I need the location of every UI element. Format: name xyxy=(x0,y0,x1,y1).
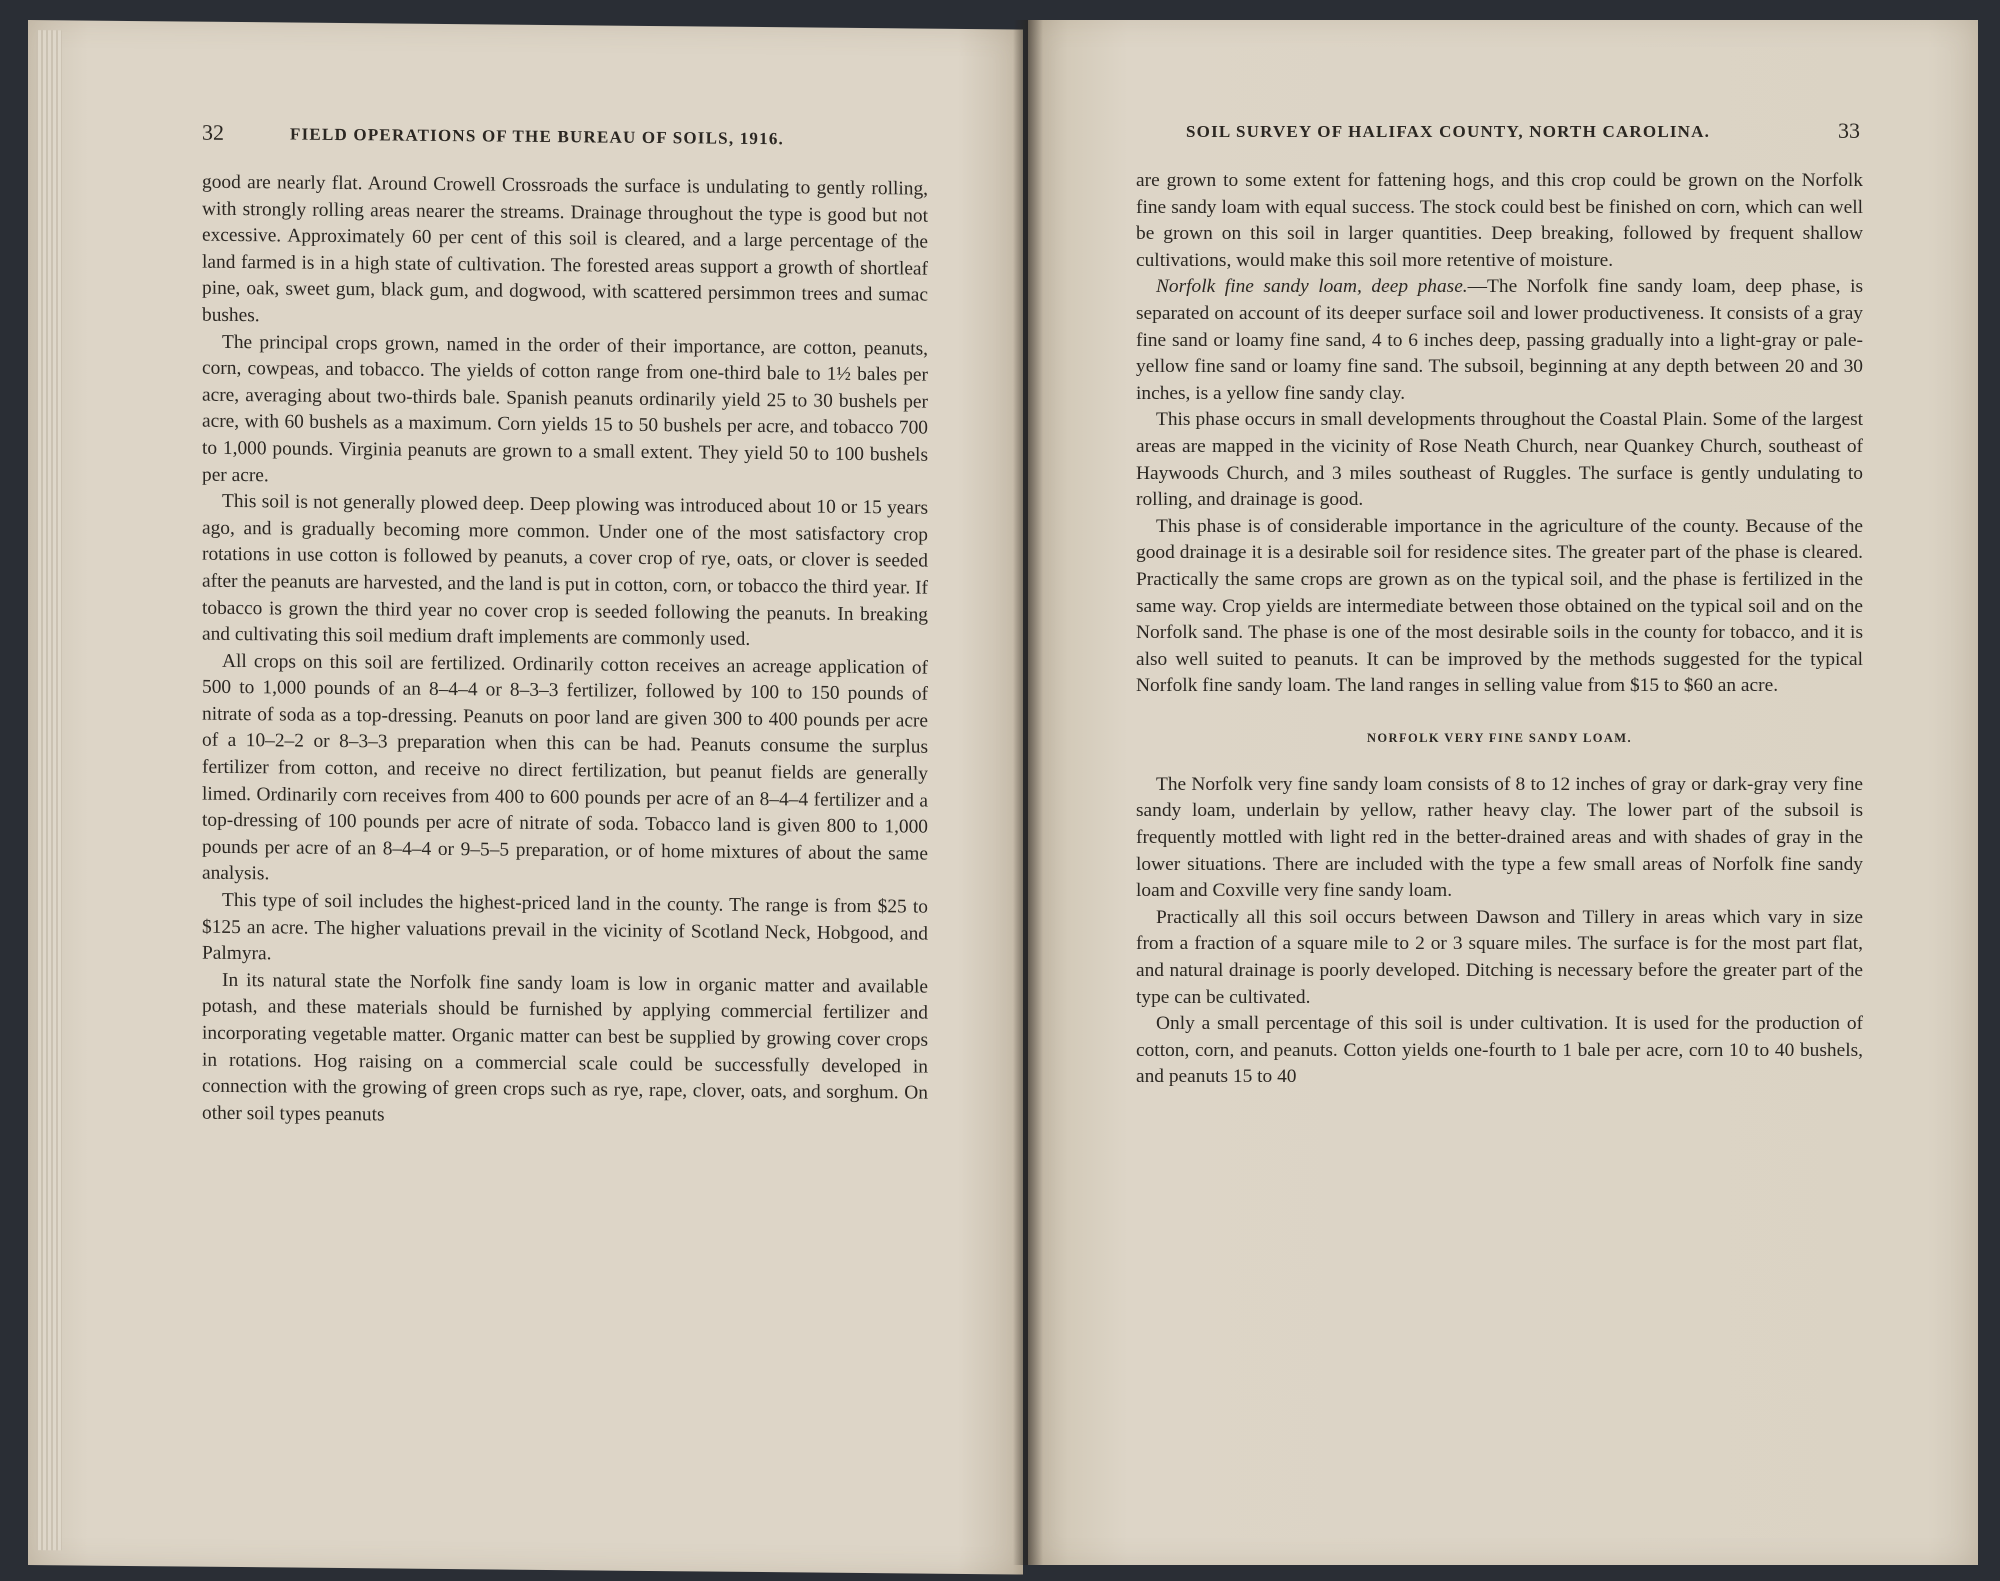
paragraph: The Norfolk very fine sandy loam consists of 8 to 12 inches of gray or dark-gray very fine sandy loam, underlain by yellow, rather heavy clay. The lower part of the subsoil is frequently mottled with light red in the better-drained areas and with shades of gray in the lower situations. There are included with the type a few small areas of Norfolk fine sandy loam and Coxville very fine sandy loam. xyxy=(1136,773,1863,902)
page-number: 32 xyxy=(202,119,224,145)
page-edges xyxy=(36,30,62,1550)
left-page xyxy=(28,20,1023,1575)
paragraph: are grown to some extent for fattening hogs, and this crop could be grown on the Norfolk fine sandy loam with equal success. The stock could best be finished on corn, which can well be grown on this soil in larger quantities. Deep breaking, followed by frequent shallow cultivations, would make this soil more retentive of moisture. xyxy=(1136,170,1863,271)
paragraph: This phase is of considerable importance in the agriculture of the county. Because of the good drainage it is a desirable soil for residence sites. The greater part of the phase is cleared. Practically the same crops are grown as on the typical soil, and the phase is fertilized in the same way. Crop yields are intermediate between those obtained on the typical soil and on the Norfolk sand. The phase is one of the most desirable soils in the county for tobacco, and it is also well suited to peanuts. It can be improved by the methods suggested for the typical Norfolk fine sandy loam. The land ranges in selling value from $15 to $60 an acre. xyxy=(1136,515,1863,697)
body-text xyxy=(1136,168,1863,1091)
running-head xyxy=(28,120,1023,160)
paragraph: The principal crops grown, named in the order of their importance, are cotton, peanuts, corn, cowpeas, and tobacco. The yields of cotton range from one-third bale to 1½ bales per acre, averaging about two-thirds bale. Spanish peanuts ordinarily yield 25 to 30 bushels per acre, with 60 bushels as a maximum. Corn yields 15 to 50 bushels per acre, and tobacco 700 to 1,000 pounds. Virginia peanuts are grown to a small extent. They yield 50 to 100 bushels per acre. xyxy=(202,331,928,486)
paragraph: This phase occurs in small developments throughout the Coastal Plain. Some of the largest areas are mapped in the vicinity of Rose Neath Church, near Quankey Church, southeast of Haywoods Church, and 3 miles southeast of Ruggles. The surface is gently undulating to rolling, and drainage is good. xyxy=(1136,409,1863,511)
page-number: 33 xyxy=(1838,118,1860,143)
open-book xyxy=(28,20,1978,1565)
running-head-title: SOIL SURVEY OF HALIFAX COUNTY, NORTH CAROLINA. xyxy=(1186,122,1711,141)
deep-phase-text: —The Norfolk fine sandy loam, deep phase, is separated on account of its deeper surface soil and lower productiveness. It consists of a gray fine sand or loamy fine sand, 4 to 6 inches deep, passing gradually into a light-gray or pale-yellow fine sand or loamy fine sand. The subsoil, beginning at any depth between 20 and 30 inches, is a yellow fine sandy clay. xyxy=(1136,276,1863,404)
deep-phase-title: Norfolk fine sandy loam, deep phase. xyxy=(1156,276,1468,298)
paragraph: This soil is not generally plowed deep. Deep plowing was introduced about 10 or 15 years ago, and is gradually becoming more common. Under one of the most satisfactory crop rotations in use cotton is followed by peanuts, a cover crop of rye, oats, or clover is seeded after the peanuts are harvested, and the land is put in cotton, corn, or tobacco the third year. If tobacco is grown the third year no cover crop is seeded following the peanuts. In breaking and cultivating this soil medium draft implements are commonly used. xyxy=(202,490,928,651)
running-head xyxy=(1028,120,1978,150)
paragraph: good are nearly flat. Around Crowell Crossroads the surface is undulating to gently rolling, with strongly rolling areas nearer the streams. Drainage throughout the type is good but not excessive. Approximately 60 per cent of this soil is cleared, and a large percentage of the land farmed is in a high state of cultivation. The forested areas support a growth of shortleaf pine, oak, sweet gum, black gum, and dogwood, with scattered persimmon trees and sumac bushes. xyxy=(202,171,928,327)
right-page xyxy=(1028,20,1978,1565)
deep-phase-paragraph xyxy=(1136,274,1863,407)
running-head-title: FIELD OPERATIONS OF THE BUREAU OF SOILS, 1916. xyxy=(290,124,784,149)
paragraph: In its natural state the Norfolk fine sandy loam is low in organic matter and available potash, and these materials should be furnished by applying commercial fertilizer and incorporating vegetable matter. Organic matter can best be supplied by growing cover crops in rotations. Hog raising on a commercial scale could be successfully developed in connection with the growing of green crops such as rye, rape, clover, oats, and sorghum. On other soil types peanuts xyxy=(202,969,928,1126)
paragraph: Only a small percentage of this soil is under cultivation. It is used for the production of cotton, corn, and peanuts. Cotton yields one-fourth to 1 bale per acre, corn 10 to 40 bushels, and peanuts 15 to 40 xyxy=(1136,1013,1863,1088)
paragraph: Practically all this soil occurs between Dawson and Tillery in areas which vary in size from a fraction of a square mile to 2 or 3 square miles. The surface is for the most part flat, and natural drainage is poorly developed. Ditching is necessary before the greater part of the type can be cultivated. xyxy=(1136,906,1863,1008)
book-gutter xyxy=(1013,20,1043,1565)
paragraph: All crops on this soil are fertilized. Ordinarily cotton receives an acreage application of 500 to 1,000 pounds of an 8–4–4 or 8–3–3 fertilizer, followed by 100 to 150 pounds of nitrate of soda as a top-dressing. Peanuts on poor land are given 300 to 400 pounds per acre of a 10–2–2 or 8–3–3 preparation when this can be had. Peanuts consume the surplus fertilizer from cotton, and receive no direct fertilization, but peanut fields are generally limed. Ordinarily corn receives from 400 to 600 pounds per acre of an 8–4–4 fertilizer and a top-dressing of 100 pounds per acre of nitrate of soda. Tobacco land is given 800 to 1,000 pounds per acre of an 8–4–4 or 9–5–5 preparation, or of home mixtures of about the same analysis. xyxy=(202,650,928,885)
section-heading: NORFOLK VERY FINE SANDY LOAM. xyxy=(1366,730,1633,745)
body-text xyxy=(202,170,928,1134)
paragraph: This type of soil includes the highest-priced land in the county. The range is from $25 to $125 an acre. The higher valuations prevail in the vicinity of Scotland Neck, Hobgood, and Palmyra. xyxy=(202,889,928,965)
